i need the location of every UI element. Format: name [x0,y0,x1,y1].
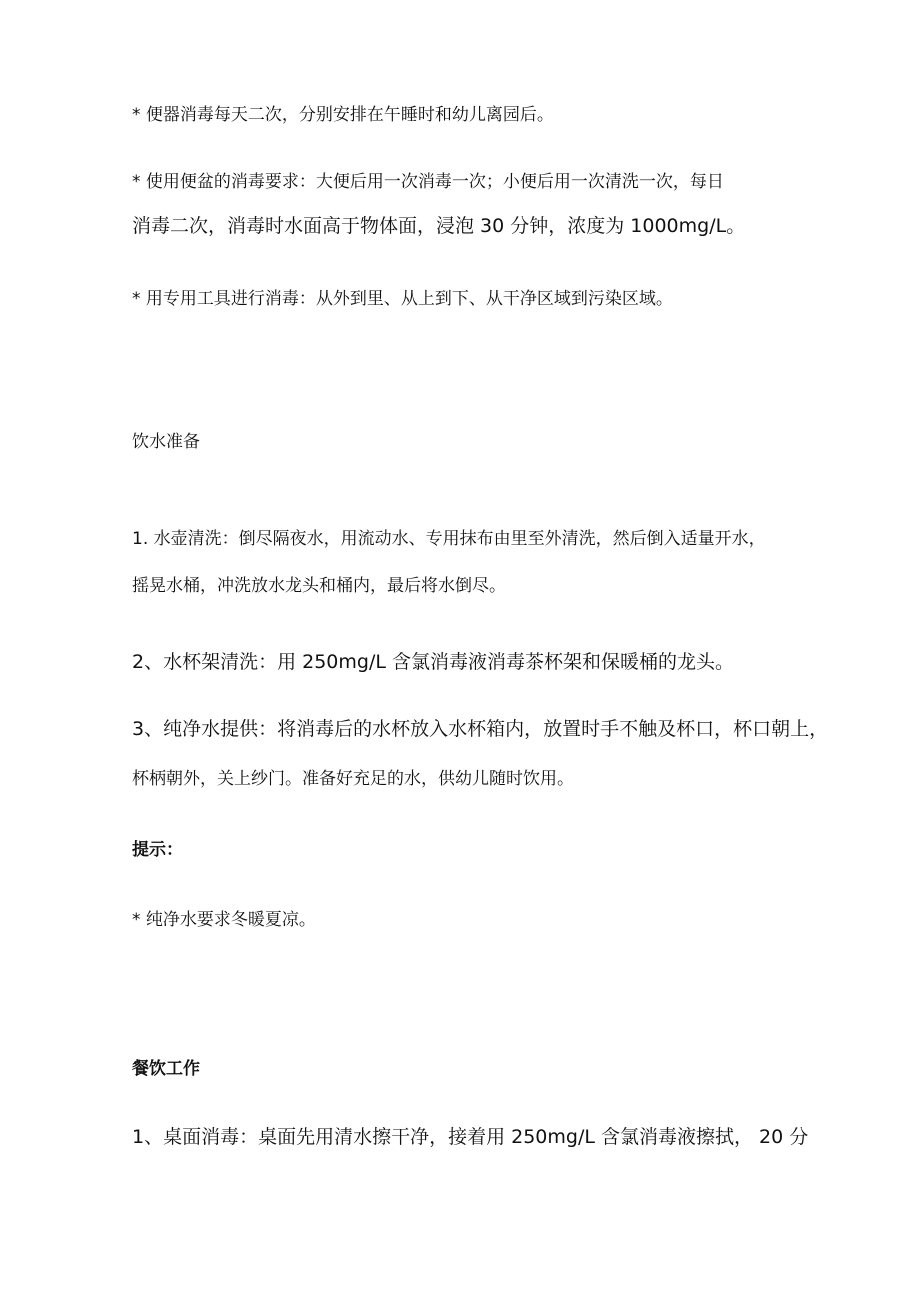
pure-water-line-2: 杯柄朝外，关上纱门。准备好充足的水，供幼儿随时饮用。 [132,769,574,789]
table-disinfection-line: 1、桌面消毒：桌面先用清水擦干净，接着用 250mg/L 含氯消毒液擦拭， 20 分 [132,1126,809,1148]
tool-disinfection-line: * 用专用工具进行消毒：从外到里、从上到下、从干净区域到污染区域。 [132,289,673,309]
bedpan-disinfection-line-1: * 使用便盆的消毒要求：大便后用一次消毒一次；小便后用一次清洗一次，每日 [132,172,724,192]
tip-line: * 纯净水要求冬暖夏凉。 [132,910,316,930]
kettle-cleaning-line-2: 摇晃水桶，冲洗放水龙头和桶内，最后将水倒尽。 [132,576,506,596]
section-heading-catering: 餐饮工作 [132,1059,200,1079]
cup-rack-cleaning-line: 2、水杯架清洗：用 250mg/L 含氯消毒液消毒茶杯架和保暖桶的龙头。 [132,651,734,673]
tip-label: 提示： [132,840,183,860]
kettle-cleaning-line-1: 1. 水壶清洗：倒尽隔夜水，用流动水、专用抹布由里至外清洗，然后倒入适量开水， [132,529,766,549]
section-heading-drinking-water: 饮水准备 [132,432,200,452]
pure-water-line-1: 3、纯净水提供：将消毒后的水杯放入水杯箱内，放置时手不触及杯口，杯口朝上， [132,718,829,740]
toilet-disinfection-line: * 便器消毒每天二次，分别安排在午睡时和幼儿离园后。 [132,105,554,125]
bedpan-disinfection-line-2: 消毒二次，消毒时水面高于物体面，浸泡 30 分钟，浓度为 1000mg/L。 [132,215,746,237]
